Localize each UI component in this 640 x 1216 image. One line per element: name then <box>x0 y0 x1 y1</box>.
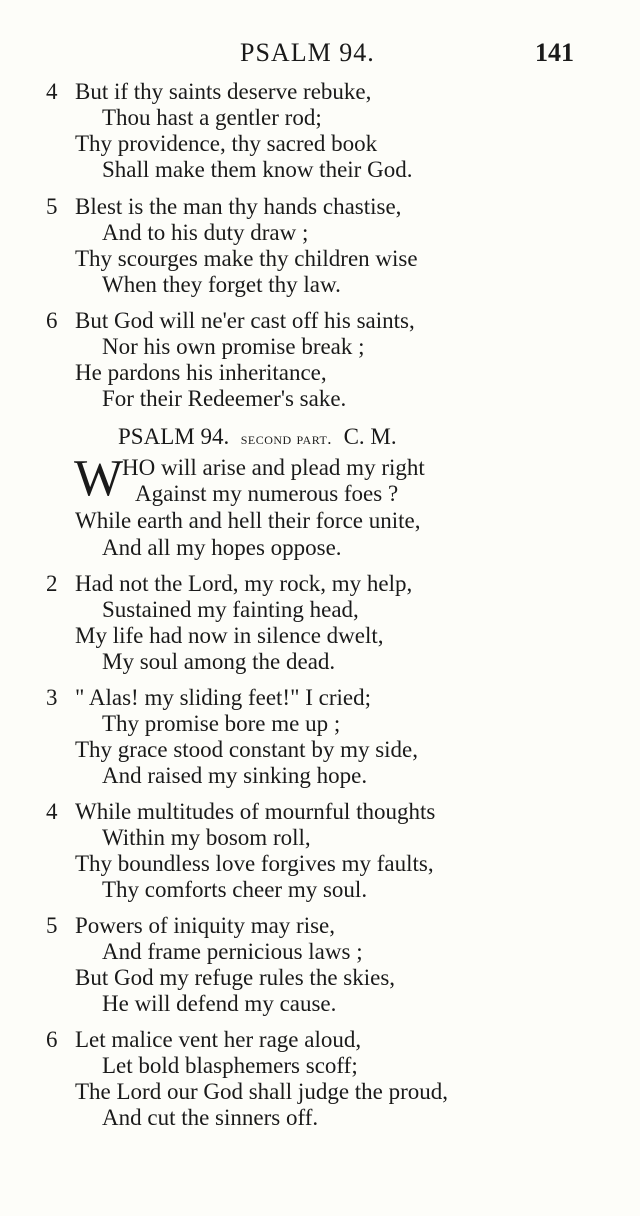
verse-line: But God my refuge rules the skies, <box>75 965 396 990</box>
verse-line: When they forget thy law. <box>102 272 341 297</box>
verse-line: Powers of iniquity may rise, <box>75 913 335 938</box>
verse-line: Thy scourges make thy children wise <box>75 246 418 271</box>
verse-line: While earth and hell their force unite, <box>75 508 421 533</box>
verse-line: Within my bosom roll, <box>102 825 311 850</box>
drop-cap: W <box>74 450 124 507</box>
verse-line: Had not the Lord, my rock, my help, <box>75 571 413 596</box>
section-part: second part. <box>240 429 333 448</box>
verse-line: Blest is the man thy hands chastise, <box>75 194 402 219</box>
verse-line: My life had now in silence dwelt, <box>75 623 384 648</box>
verse-line: Let malice vent her rage aloud, <box>75 1027 362 1052</box>
stanza-number: 5 <box>46 913 58 938</box>
verse-line: " Alas! my sliding feet!" I cried; <box>75 685 371 710</box>
verse-line: And all my hopes oppose. <box>102 535 342 560</box>
verse-line: Thy comforts cheer my soul. <box>102 877 368 902</box>
verse-line: He will defend my cause. <box>102 991 337 1016</box>
stanza-number: 3 <box>46 685 58 710</box>
stanza-number: 5 <box>46 194 58 219</box>
verse-line: Sustained my fainting head, <box>102 597 359 622</box>
verse-line: HO will arise and plead my right <box>122 455 425 480</box>
verse-line: While multitudes of mournful thoughts <box>75 799 436 824</box>
stanza-number: 2 <box>46 571 58 596</box>
verse-line: Against my numerous foes ? <box>135 481 399 506</box>
verse-line: For their Redeemer's sake. <box>102 386 347 411</box>
verse-line: Let bold blasphemers scoff; <box>102 1053 358 1078</box>
stanza-number: 6 <box>46 308 58 333</box>
verse-line: Thy grace stood constant by my side, <box>75 737 419 762</box>
verse-line: Thy promise bore me up ; <box>102 711 341 736</box>
stanza-number: 4 <box>46 79 58 104</box>
page-header <box>0 38 640 72</box>
verse-line: Thy boundless love forgives my faults, <box>75 851 434 876</box>
section-heading <box>118 424 397 450</box>
verse-line: The Lord our God shall judge the proud, <box>75 1079 449 1104</box>
verse-line: And frame pernicious laws ; <box>102 939 363 964</box>
verse-line: Thy providence, thy sacred book <box>75 131 378 156</box>
verse-line: Nor his own promise break ; <box>102 334 365 359</box>
verse-line: But if thy saints deserve rebuke, <box>75 79 372 104</box>
verse-line: My soul among the dead. <box>102 649 336 674</box>
section-meter: C. M. <box>343 424 397 449</box>
verse-line: Thou hast a gentler rod; <box>102 105 322 130</box>
verse-line: But God will ne'er cast off his saints, <box>75 308 415 333</box>
page-number: 141 <box>535 38 574 67</box>
verse-line: He pardons his inheritance, <box>75 360 327 385</box>
verse-line: And cut the sinners off. <box>102 1105 319 1130</box>
section-title: PSALM 94. <box>118 424 230 449</box>
stanza-number: 6 <box>46 1027 58 1052</box>
stanza-number: 4 <box>46 799 58 824</box>
running-title: PSALM 94. <box>240 38 375 67</box>
verse-line: And raised my sinking hope. <box>102 763 368 788</box>
verse-line: Shall make them know their God. <box>102 157 413 182</box>
verse-line: And to his duty draw ; <box>102 220 309 245</box>
